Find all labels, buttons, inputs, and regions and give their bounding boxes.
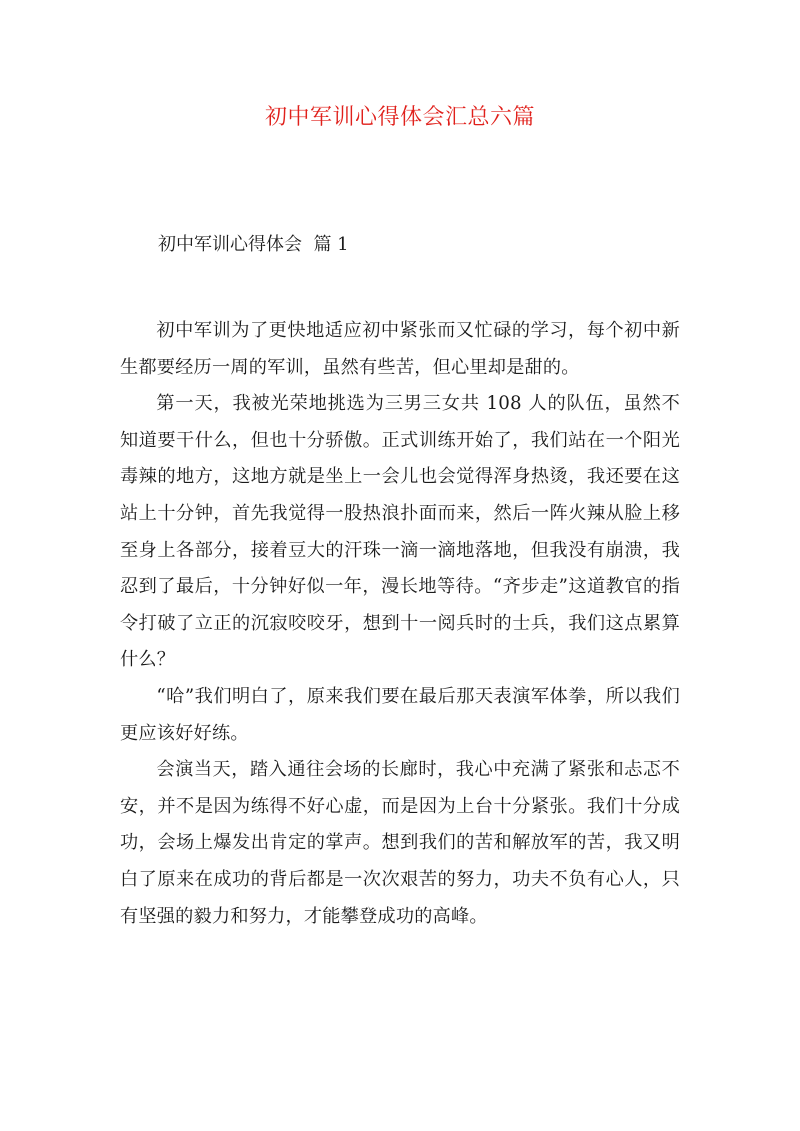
paragraph: 初中军训为了更快地适应初中紧张而又忙碌的学习，每个初中新生都要经历一周的军训，虽然有些苦，但心里却是甜的。 <box>120 320 680 378</box>
section-heading: 初中军训心得体会 篇 1 <box>158 234 349 255</box>
document-body <box>120 313 680 935</box>
document-title: 初中军训心得体会汇总六篇 <box>264 105 535 130</box>
paragraph: “哈”我们明白了，原来我们要在最后那天表演军体拳，所以我们更应该好好练。 <box>120 685 680 744</box>
paragraph: 第一天，我被光荣地挑选为三男三女共 108 人的队伍，虽然不知道要干什么，但也十分骄傲。正式训练开始了，我们站在一个阳光毒辣的地方，这地方就是坐上一会儿也会觉得浑身热烫，我还要在这站上十分钟，首先我觉得一股热浪扑面而来，然后一阵火辣从脸上移至身上各部分，接着豆大的汗珠一滴一滴地落地，但我没有崩溃，我忍到了最后，十分钟好似一年，漫长地等待。“齐步走”这道教官的指令打破了立正的沉寂咬咬牙，想到十一阅兵时的士兵，我们这点累算什么？ <box>120 393 680 671</box>
paragraph: 会演当天，踏入通往会场的长廊时，我心中充满了紧张和忐忑不安，并不是因为练得不好心虚，而是因为上台十分紧张。我们十分成功，会场上爆发出肯定的掌声。想到我们的苦和解放军的苦，我又明白了原来在成功的背后都是一次次艰苦的努力，功夫不负有心人，只有坚强的毅力和努力，才能攀登成功的高峰。 <box>120 759 680 927</box>
